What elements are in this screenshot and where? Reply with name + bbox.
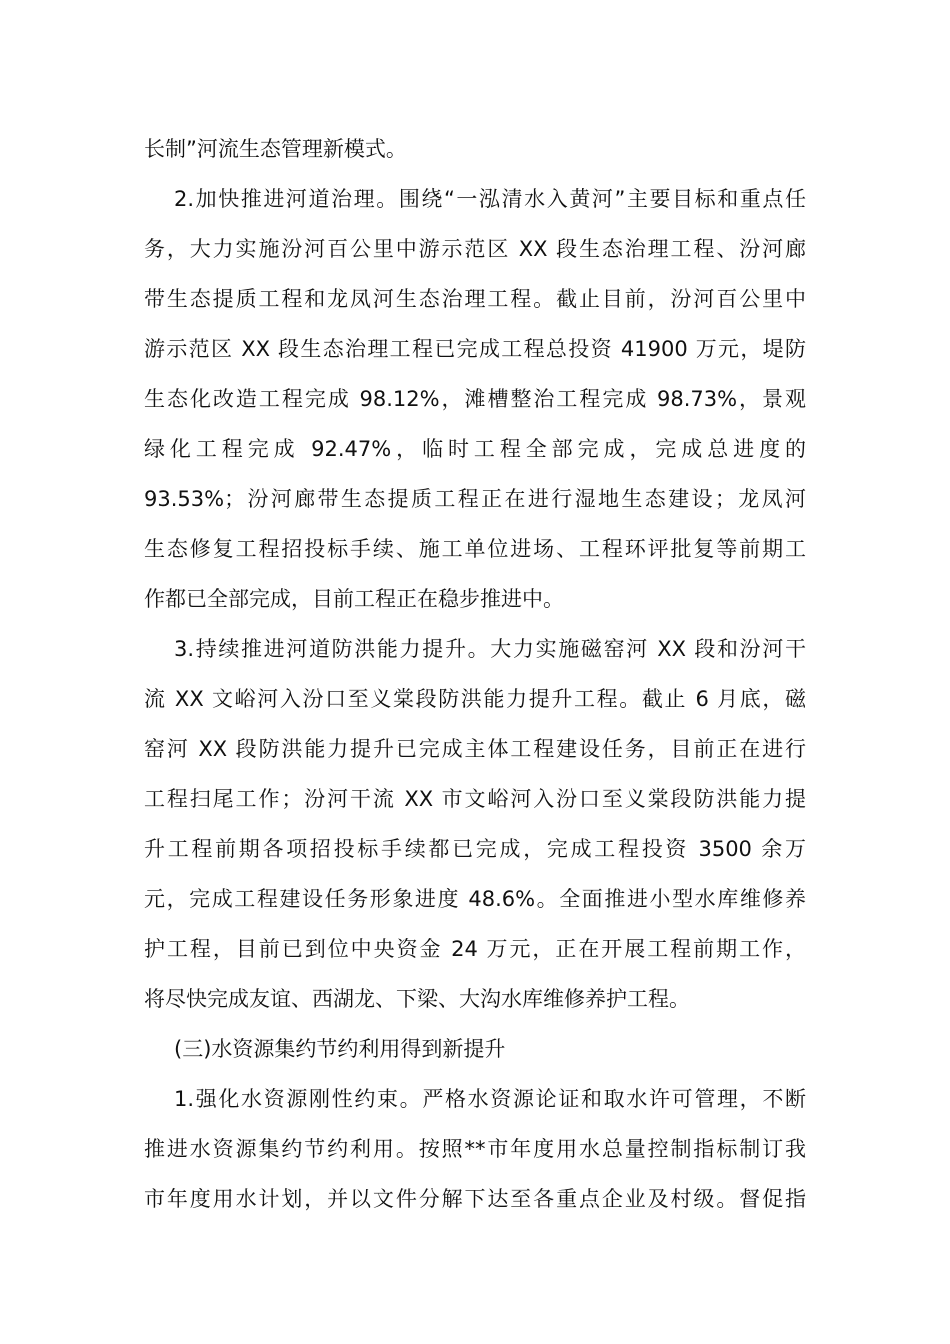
text-line: 务，大力实施汾河百公里中游示范区 XX 段生态治理工程、汾河廊	[144, 237, 806, 261]
text-line: 长制”河流生态管理新模式。	[144, 137, 407, 161]
text-line: 带生态提质工程和龙凤河生态治理工程。截止目前，汾河百公里中	[144, 287, 806, 311]
text-line: 生态化改造工程完成 98.12%，滩槽整治工程完成 98.73%，景观	[144, 387, 806, 411]
section-heading: (三)水资源集约节约利用得到新提升	[174, 1037, 506, 1061]
text-line: 升工程前期各项招投标手续都已完成，完成工程投资 3500 余万	[144, 837, 806, 861]
text-line: 2.加快推进河道治理。围绕“一泓清水入黄河”主要目标和重点任	[174, 187, 806, 211]
text-line: 游示范区 XX 段生态治理工程已完成工程总投资 41900 万元，堤防	[144, 337, 806, 361]
text-line: 93.53%；汾河廊带生态提质工程正在进行湿地生态建设；龙凤河	[144, 487, 806, 511]
text-line: 1.强化水资源刚性约束。严格水资源论证和取水许可管理，不断	[174, 1087, 806, 1111]
text-line: 流 XX 文峪河入汾口至义棠段防洪能力提升工程。截止 6 月底，磁	[144, 687, 806, 711]
text-line: 生态修复工程招投标手续、施工单位进场、工程环评批复等前期工	[144, 537, 806, 561]
text-line: 绿化工程完成 92.47%，临时工程全部完成，完成总进度的	[144, 437, 806, 461]
text-line: 推进水资源集约节约利用。按照**市年度用水总量控制指标制订我	[144, 1137, 806, 1161]
text-line: 窑河 XX 段防洪能力提升已完成主体工程建设任务，目前正在进行	[144, 737, 806, 761]
text-line: 作都已全部完成，目前工程正在稳步推进中。	[144, 587, 564, 611]
text-line: 护工程，目前已到位中央资金 24 万元，正在开展工程前期工作，	[144, 937, 806, 961]
text-line: 市年度用水计划，并以文件分解下达至各重点企业及村级。督促指	[144, 1187, 806, 1211]
text-line: 将尽快完成友谊、西湖龙、下梁、大沟水库维修养护工程。	[144, 987, 690, 1011]
text-line: 3.持续推进河道防洪能力提升。大力实施磁窑河 XX 段和汾河干	[174, 637, 806, 661]
text-line: 元，完成工程建设任务形象进度 48.6%。全面推进小型水库维修养	[144, 887, 806, 911]
text-line: 工程扫尾工作；汾河干流 XX 市文峪河入汾口至义棠段防洪能力提	[144, 787, 806, 811]
